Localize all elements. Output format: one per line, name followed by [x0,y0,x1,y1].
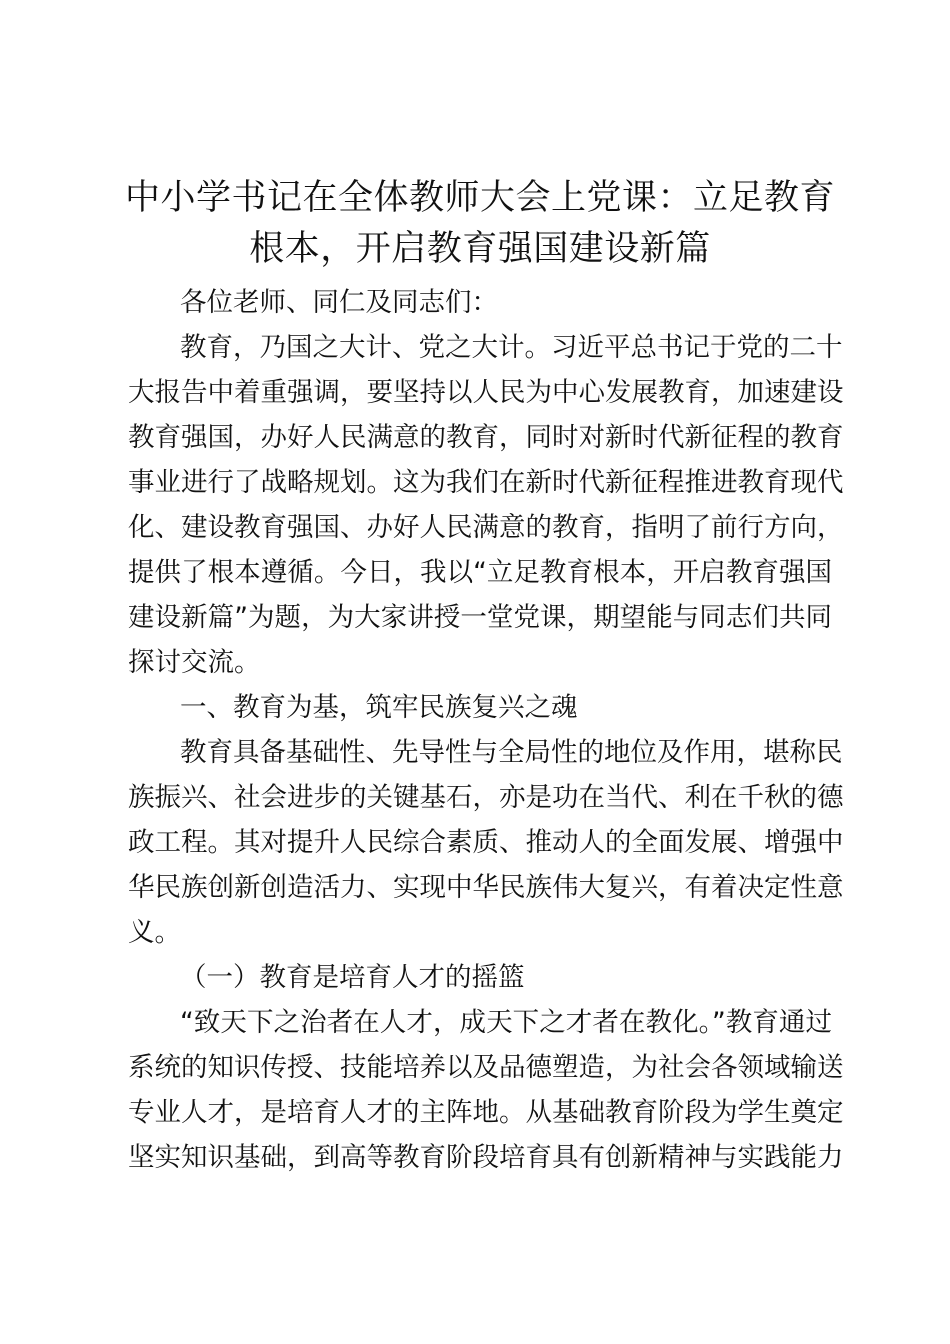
paragraph-line: 政工程。其对提升人民综合素质、推动人的全面发展、增强中 [128,827,844,858]
paragraph-line: 大报告中着重强调，要坚持以人民为中心发展教育，加速建设 [128,377,844,408]
document-title-line-1: 中小学书记在全体教师大会上党课：立足教育 [124,178,835,218]
document-title-line-2: 根本，开启教育强国建设新篇 [249,229,711,269]
paragraph-line: 提供了根本遵循。今日，我以“立足教育根本，开启教育强国 [128,557,832,588]
section-heading: 一、教育为基，筑牢民族复兴之魂 [180,692,578,723]
paragraph-line: 华民族创新创造活力、实现中华民族伟大复兴，有着决定性意 [128,872,844,903]
salutation: 各位老师、同仁及同志们： [180,287,498,318]
paragraph-line: 建设新篇”为题，为大家讲授一堂党课，期望能与同志们共同 [128,602,832,633]
paragraph-line: 坚实知识基础，到高等教育阶段培育具有创新精神与实践能力 [128,1142,844,1173]
paragraph-line: 系统的知识传授、技能培养以及品德塑造，为社会各领域输送 [128,1052,844,1083]
paragraph-line: “致天下之治者在人才，成天下之才者在教化。”教育通过 [180,1007,832,1038]
paragraph-line: 族振兴、社会进步的关键基石，亦是功在当代、利在千秋的德 [128,782,844,813]
document-body [128,280,844,1180]
paragraph-line: 教育，乃国之大计、党之大计。习近平总书记于党的二十 [180,332,843,363]
paragraph-line: 义。 [128,917,181,948]
paragraph-line: 探讨交流。 [128,647,261,678]
subsection-heading: （一）教育是培育人才的摇篮 [180,962,525,993]
paragraph-line: 专业人才，是培育人才的主阵地。从基础教育阶段为学生奠定 [128,1097,844,1128]
paragraph-line: 教育具备基础性、先导性与全局性的地位及作用，堪称民 [180,737,843,768]
paragraph-line: 事业进行了战略规划。这为我们在新时代新征程推进教育现代 [128,467,844,498]
paragraph-line: 化、建设教育强国、办好人民满意的教育，指明了前行方向， [128,512,844,543]
paragraph-line: 教育强国，办好人民满意的教育，同时对新时代新征程的教育 [128,422,844,453]
